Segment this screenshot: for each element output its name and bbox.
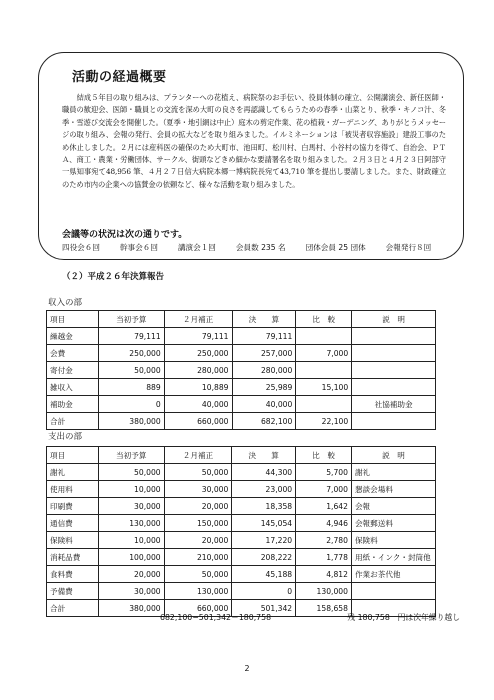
status-item: 幹事会６回 bbox=[119, 243, 158, 252]
settlement-report-heading: （２）平成２６年決算報告 bbox=[62, 272, 165, 282]
table-cell: 10,000 bbox=[98, 481, 164, 498]
table-cell: 雑収入 bbox=[47, 379, 99, 396]
table-cell: 10,889 bbox=[164, 379, 232, 396]
table-cell: 30,000 bbox=[164, 481, 232, 498]
table-row bbox=[47, 413, 436, 430]
table-cell: 257,000 bbox=[232, 345, 296, 362]
meeting-status-heading: 会議等の状況は次の通りです。 bbox=[62, 230, 188, 240]
table-cell: 2,780 bbox=[296, 532, 352, 549]
table-cell: 作業お茶代他 bbox=[351, 566, 435, 583]
table-cell: 保険料 bbox=[351, 532, 435, 549]
table-cell: 合計 bbox=[47, 600, 99, 617]
table-cell: 使用料 bbox=[47, 481, 99, 498]
meeting-status-line bbox=[62, 242, 446, 253]
column-header: 当初予算 bbox=[98, 447, 164, 464]
table-cell: 130,000 bbox=[296, 583, 352, 600]
table-cell: 20,000 bbox=[164, 532, 232, 549]
table-cell: 45,188 bbox=[232, 566, 296, 583]
table-cell: 380,000 bbox=[98, 600, 164, 617]
status-item: 団体会員 25 団体 bbox=[305, 243, 366, 252]
status-item: 会報発行８回 bbox=[385, 243, 432, 252]
column-header: 説 明 bbox=[351, 447, 435, 464]
table-cell: 会報郵送料 bbox=[351, 515, 435, 532]
table-cell bbox=[352, 413, 436, 430]
table-cell: 0 bbox=[98, 396, 164, 413]
table-cell: 予備費 bbox=[47, 583, 99, 600]
income-caption: 収入の部 bbox=[48, 298, 83, 308]
table-cell: 22,100 bbox=[296, 413, 352, 430]
table-cell: 50,000 bbox=[98, 464, 164, 481]
status-item: 会員数 235 名 bbox=[235, 243, 286, 252]
table-cell: 合計 bbox=[47, 413, 99, 430]
carryover-note: 残 180,758 円は次年繰り越し bbox=[347, 613, 460, 622]
column-header: 比 較 bbox=[296, 311, 352, 328]
income-table bbox=[46, 310, 436, 430]
table-cell: 15,100 bbox=[296, 379, 352, 396]
table-cell: 30,000 bbox=[98, 498, 164, 515]
table-cell: 130,000 bbox=[98, 515, 164, 532]
table-cell bbox=[351, 583, 435, 600]
column-header: 当初予算 bbox=[98, 311, 164, 328]
table-cell: 30,000 bbox=[98, 583, 164, 600]
table-cell: 繰越金 bbox=[47, 328, 99, 345]
table-header-row bbox=[47, 447, 436, 464]
table-cell: 44,300 bbox=[232, 464, 296, 481]
table-cell: 1,778 bbox=[296, 549, 352, 566]
table-row bbox=[47, 396, 436, 413]
table-cell: 250,000 bbox=[98, 345, 164, 362]
column-header: 説 明 bbox=[352, 311, 436, 328]
column-header: 項目 bbox=[47, 447, 99, 464]
table-row bbox=[47, 515, 436, 532]
table-cell bbox=[352, 379, 436, 396]
table-row bbox=[47, 498, 436, 515]
table-row bbox=[47, 464, 436, 481]
table-cell: 用紙・インク・封筒他 bbox=[351, 549, 435, 566]
table-cell: 社協補助金 bbox=[352, 396, 436, 413]
table-cell: 660,000 bbox=[164, 600, 232, 617]
table-cell: 補助金 bbox=[47, 396, 99, 413]
table-cell: 158,658 bbox=[296, 600, 352, 617]
column-header: ２月補正 bbox=[164, 447, 232, 464]
table-header-row bbox=[47, 311, 436, 328]
table-cell: 20,000 bbox=[98, 566, 164, 583]
table-cell: 食料費 bbox=[47, 566, 99, 583]
table-cell: 通信費 bbox=[47, 515, 99, 532]
table-cell: 40,000 bbox=[232, 396, 296, 413]
table-cell bbox=[296, 328, 352, 345]
table-cell bbox=[296, 362, 352, 379]
table-cell: 寄付金 bbox=[47, 362, 99, 379]
table-cell: 23,000 bbox=[232, 481, 296, 498]
table-cell bbox=[352, 328, 436, 345]
table-cell: 150,000 bbox=[164, 515, 232, 532]
table-cell: 100,000 bbox=[98, 549, 164, 566]
table-cell: 40,000 bbox=[164, 396, 232, 413]
table-cell: 1,642 bbox=[296, 498, 352, 515]
table-cell: 280,000 bbox=[164, 362, 232, 379]
table-cell: 50,000 bbox=[164, 464, 232, 481]
table-row bbox=[47, 532, 436, 549]
table-cell: 79,111 bbox=[98, 328, 164, 345]
table-row bbox=[47, 566, 436, 583]
status-item: 四役会６回 bbox=[62, 243, 100, 252]
table-cell: 380,000 bbox=[98, 413, 164, 430]
table-cell: 5,700 bbox=[296, 464, 352, 481]
table-row bbox=[47, 583, 436, 600]
column-header: 決 算 bbox=[232, 447, 296, 464]
table-cell: 7,000 bbox=[296, 345, 352, 362]
table-row bbox=[47, 379, 436, 396]
table-cell: 889 bbox=[98, 379, 164, 396]
table-row bbox=[47, 345, 436, 362]
table-cell: 25,989 bbox=[232, 379, 296, 396]
table-cell: 印刷費 bbox=[47, 498, 99, 515]
table-cell: 210,000 bbox=[164, 549, 232, 566]
table-cell: 50,000 bbox=[98, 362, 164, 379]
expense-caption: 支出の部 bbox=[48, 432, 83, 442]
column-header: 決 算 bbox=[232, 311, 296, 328]
table-cell: 保険料 bbox=[47, 532, 99, 549]
table-row bbox=[47, 549, 436, 566]
table-cell: 懇談会場料 bbox=[351, 481, 435, 498]
table-cell: 7,000 bbox=[296, 481, 352, 498]
table-cell: 会費 bbox=[47, 345, 99, 362]
table-cell bbox=[352, 362, 436, 379]
table-cell: 0 bbox=[232, 583, 296, 600]
column-header: ２月補正 bbox=[164, 311, 232, 328]
table-cell: 280,000 bbox=[232, 362, 296, 379]
table-cell: 消耗品費 bbox=[47, 549, 99, 566]
column-header: 項目 bbox=[47, 311, 99, 328]
page-number: 2 bbox=[244, 664, 250, 673]
table-row bbox=[47, 362, 436, 379]
table-cell: 4,946 bbox=[296, 515, 352, 532]
activity-title: 活動の経過概要 bbox=[72, 70, 167, 85]
expense-table bbox=[46, 446, 436, 617]
table-cell: 17,220 bbox=[232, 532, 296, 549]
table-cell: 130,000 bbox=[164, 583, 232, 600]
table-cell: 660,000 bbox=[164, 413, 232, 430]
table-cell: 20,000 bbox=[164, 498, 232, 515]
balance-calculation bbox=[160, 612, 460, 623]
table-cell: 謝礼 bbox=[47, 464, 99, 481]
table-cell: 4,812 bbox=[296, 566, 352, 583]
table-cell: 79,111 bbox=[164, 328, 232, 345]
column-header: 比 較 bbox=[296, 447, 352, 464]
table-cell: 会報 bbox=[351, 498, 435, 515]
table-cell: 250,000 bbox=[164, 345, 232, 362]
table-cell: 18,358 bbox=[232, 498, 296, 515]
table-cell: 79,111 bbox=[232, 328, 296, 345]
balance-formula: 682,100−501,342＝180,758 bbox=[160, 613, 272, 622]
table-cell: 10,000 bbox=[98, 532, 164, 549]
table-cell bbox=[352, 345, 436, 362]
table-cell: 501,342 bbox=[232, 600, 296, 617]
table-row bbox=[47, 328, 436, 345]
table-cell: 208,222 bbox=[232, 549, 296, 566]
status-item: 講演会１回 bbox=[177, 243, 216, 252]
table-cell: 謝礼 bbox=[351, 464, 435, 481]
table-cell: 50,000 bbox=[164, 566, 232, 583]
table-cell: 145,054 bbox=[232, 515, 296, 532]
table-cell bbox=[296, 396, 352, 413]
activity-body: 結成５年目の取り組みは、プランターへの花植え、病院祭のお手伝い、役員体制の確立、公開講演会、新任医師・職員の歓迎会、医師・職員との交流を深め大町の良さを再認識してもらうための春季・山菜とり、秋季・キノコ汁、冬季・雪遊び交流会を開催した。（夏季・地引網は中止）庭木の剪定作業、花の植栽・ガーデニング、ありがとうメッセージの取り組み、会報の発行、会員の拡大などを取り組みました。イルミネーションは「被災者収容施設」建設工事のため休止しました。２月には産科医の確保のため大町市、池田町、松川村、白馬村、小谷村の協力を得て、自治会、ＰＴＡ、商工・農業・労働団体、サークル、街頭などきめ細かな要請署名を取り組みました。２月３日と４月２３日阿部守一県知事宛て48,956 筆、４月２７日信大病院本郷一博病院長宛て43,710 筆を提出し要請しました。また、財政確立のため市内の企業への協賛金の依頼など、様々な活動を取り組みました。 bbox=[62, 93, 446, 189]
table-row bbox=[47, 481, 436, 498]
table-cell: 682,100 bbox=[232, 413, 296, 430]
